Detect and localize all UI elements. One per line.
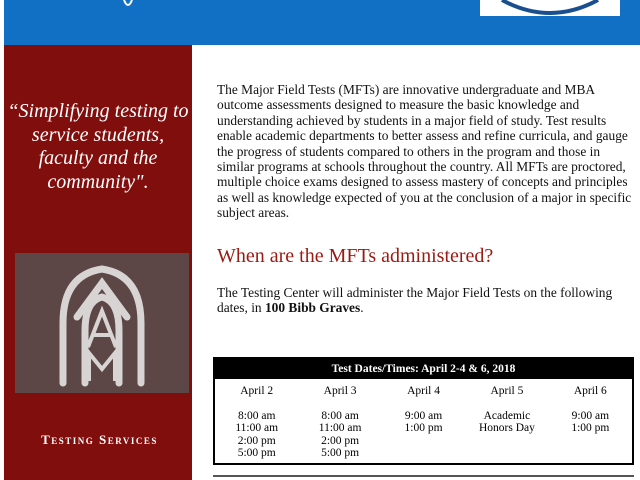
admin-location: 100 Bibb Graves (264, 300, 361, 316)
university-logo-icon (480, 0, 620, 16)
top-banner (4, 0, 640, 45)
aam-monogram-icon (15, 253, 189, 393)
time-slot: 8:00 am (238, 409, 276, 422)
day-label: April 6 (573, 385, 607, 397)
time-slot: 9:00 am (571, 409, 610, 422)
event-note: Honors Day (478, 422, 535, 434)
time-slot: 9:00 am (404, 409, 443, 422)
banner-mark-icon (122, 0, 134, 12)
main-content (217, 82, 632, 316)
day-column (382, 379, 465, 463)
admin-note (217, 285, 632, 316)
department-title: Testing Services (41, 432, 158, 447)
day-column (549, 379, 632, 463)
sidebar-quote: “Simplifying testing to service students, faculty and the community". (7, 100, 189, 193)
schedule-title: Test Dates/Times: April 2-4 & 6, 2018 (215, 359, 632, 379)
time-slot: 8:00 am (321, 409, 359, 422)
sidebar (4, 45, 192, 480)
admin-note-text: The Testing Center will administer the Major Field Tests on the following dates, in (217, 285, 613, 316)
day-label: April 3 (323, 385, 357, 397)
day-column (465, 379, 548, 463)
time-slot: 5:00 pm (237, 447, 276, 459)
time-slot: 1:00 pm (404, 422, 443, 434)
event-note: Academic (483, 409, 531, 422)
day-label: April 4 (407, 385, 440, 397)
section-heading: When are the MFTs administered? (217, 245, 494, 267)
time-slot: 5:00 pm (321, 447, 360, 459)
time-slot: 11:00 am (318, 422, 362, 434)
schedule-table (213, 357, 634, 465)
time-slot: 2:00 pm (321, 434, 360, 447)
day-column (215, 379, 298, 463)
day-column (298, 379, 381, 463)
intro-paragraph: The Major Field Tests (MFTs) are innovative undergraduate and MBA outcome assessments designed to measure the basic knowledge and understanding achieved by students in a major field of study. Test results enable academic departments to better assess and refine curricula, and gauge the progress of students compared to others in the program and those in similar programs at schools throughout the country. All MFTs are proctored, multiple choice exams designed to assess mastery of concepts and principles as well as knowledge expected of you at the conclusion of a major in specific subject areas. (217, 82, 632, 221)
schedule-body (215, 379, 632, 463)
day-label: April 2 (240, 385, 274, 397)
time-slot: 1:00 pm (571, 422, 610, 434)
day-label: April 5 (490, 385, 524, 397)
admin-note-end: . (360, 300, 364, 316)
time-slot: 11:00 am (235, 422, 279, 434)
time-slot: 2:00 pm (237, 434, 276, 447)
bottom-divider (213, 475, 634, 477)
